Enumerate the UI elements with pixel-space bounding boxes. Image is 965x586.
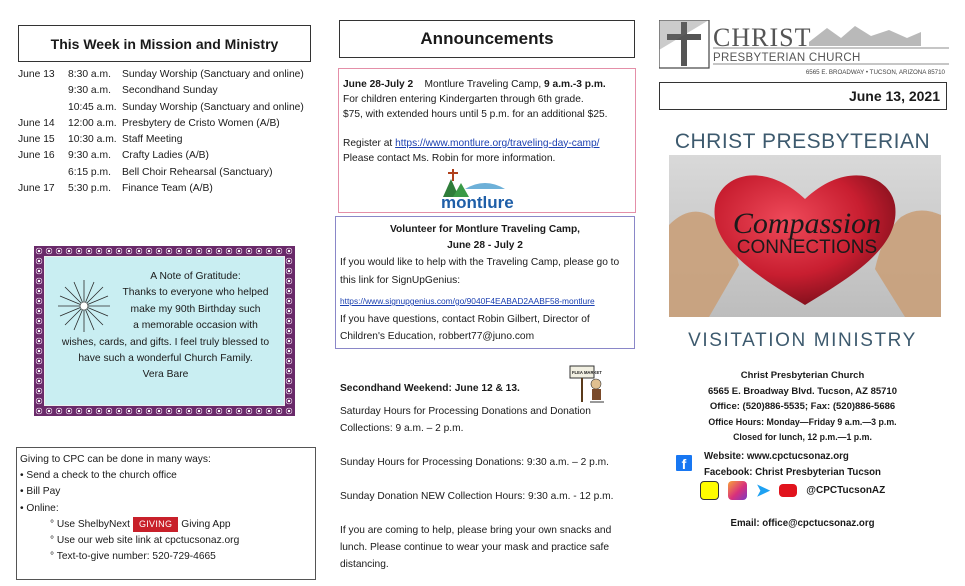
schedule-time: 9:30 a.m. — [68, 85, 111, 97]
issue-date: June 13, 2021 — [659, 82, 947, 110]
contact-hours: Office Hours: Monday—Friday 9 a.m.—3 p.m. — [708, 416, 897, 427]
twitter-icon[interactable]: ➤ — [756, 481, 771, 500]
compassion-text: Compassion — [732, 207, 882, 240]
volunteer-dates: June 28 - July 2 — [447, 240, 523, 251]
visitation-heading: VISITATION MINISTRY — [688, 330, 917, 351]
contact-name: Christ Presbyterian Church — [740, 370, 865, 381]
schedule-time: 9:30 a.m. — [68, 150, 111, 162]
schedule-event: Finance Team (A/B) — [122, 183, 213, 195]
camp-hours: 9 a.m.-3 p.m. — [544, 79, 606, 90]
schedule-event: Sunday Worship (Sanctuary and online) — [122, 69, 304, 80]
schedule-time: 6:15 p.m. — [68, 166, 111, 178]
social-handle: @CPCTucsonAZ — [806, 485, 886, 496]
mission-title: This Week in Mission and Ministry — [18, 25, 311, 62]
camp-box — [338, 68, 636, 213]
schedule-date — [18, 100, 68, 116]
giving-website: ° Use our web site link at cpctucsonaz.org — [50, 535, 240, 547]
contact-address: 6565 E. Broadway Blvd. Tucson, AZ 85710 — [707, 385, 898, 397]
montlure-logo — [435, 167, 527, 211]
gratitude-line: make my 90th Birthday such — [130, 303, 261, 315]
camp-headline — [343, 77, 631, 92]
schedule-date: June 14 — [18, 117, 55, 129]
secondhand-help: If you are coming to help, please bring your own snacks and lunch. Please continue to wear your mask and practice safe distancing. — [340, 525, 612, 570]
montlure-logo-text: montlure — [441, 193, 514, 211]
schedule-list — [18, 67, 318, 197]
announcements-title: Announcements — [339, 20, 635, 58]
secondhand-sunday-new: Sunday Donation NEW Collection Hours: 9:30 a.m. - 12 p.m. — [340, 491, 614, 502]
camp-register — [343, 136, 631, 151]
gratitude-line: a memorable occasion with — [133, 320, 258, 332]
volunteer-text: If you would like to help with the Traveling Camp, please go to this link for SignUpGenius: — [340, 257, 620, 286]
schedule-row — [18, 67, 318, 83]
schedule-event: Secondhand Sunday — [122, 85, 218, 97]
web-block — [676, 449, 946, 480]
instagram-icon[interactable] — [728, 481, 747, 500]
volunteer-box — [335, 216, 635, 349]
cpc-heading: CHRIST PRESBYTERIAN — [674, 130, 931, 153]
gratitude-card — [34, 246, 295, 416]
schedule-row — [18, 116, 318, 132]
church-logo-name: CHRIST — [713, 23, 812, 52]
facebook-icon[interactable]: f — [676, 455, 692, 471]
schedule-event: Crafty Ladies (A/B) — [122, 150, 209, 162]
camp-name: Montlure Traveling Camp, — [424, 79, 542, 90]
email-text: Email: office@cpctucsonaz.org — [730, 518, 875, 529]
schedule-row — [18, 181, 318, 197]
church-logo-sub: PRESBYTERIAN CHURCH — [713, 52, 861, 64]
schedule-event: Bell Choir Rehearsal (Sanctuary) — [122, 166, 273, 178]
snapchat-icon[interactable] — [700, 481, 719, 500]
contact-phone: Office: (520)886-5535; Fax: (520)886-5686 — [709, 401, 896, 412]
schedule-time: 5:30 p.m. — [68, 183, 111, 195]
gratitude-panel — [44, 256, 285, 406]
schedule-row — [18, 100, 318, 116]
facebook-text: Facebook: Christ Presbyterian Tucson — [704, 466, 881, 478]
schedule-date — [18, 165, 68, 181]
giving-text: ° Text-to-give number: 520-729-4665 — [50, 551, 216, 563]
giving-billpay: • Bill Pay — [20, 486, 61, 498]
schedule-time: 8:30 a.m. — [68, 69, 111, 80]
schedule-event: Sunday Worship (Sanctuary and online) — [122, 101, 304, 113]
schedule-date: June 13 — [18, 69, 55, 80]
giving-box — [16, 447, 316, 580]
giving-badge: GIVING — [133, 517, 178, 532]
schedule-event: Staff Meeting — [122, 134, 183, 146]
camp-register-link[interactable]: https://www.montlure.org/traveling-day-camp/ — [395, 137, 600, 149]
connections-text: CONNECTIONS — [736, 237, 878, 258]
schedule-row — [18, 148, 318, 164]
flea-market-sign-text: FLEA MARKET — [572, 370, 602, 375]
youtube-icon[interactable] — [779, 484, 797, 497]
giving-check: • Send a check to the church office — [20, 470, 177, 482]
schedule-time: 12:00 a.m. — [68, 117, 117, 129]
camp-register-text: Register at — [343, 137, 393, 149]
giving-intro: Giving to CPC can be done in many ways: — [20, 454, 211, 465]
volunteer-title: Volunteer for Montlure Traveling Camp, — [390, 224, 580, 235]
giving-app-text: Giving App — [181, 518, 231, 530]
signup-link[interactable]: https://www.signupgenius.com/go/9040F4EABAD2AABF58-montlure — [340, 296, 595, 306]
church-logo-address: 6565 E. BROADWAY • TUCSON, ARIZONA 85710 — [805, 69, 945, 76]
website-text: Website: www.cpctucsonaz.org — [704, 451, 849, 462]
schedule-date: June 17 — [18, 183, 55, 195]
camp-line2: $75, with extended hours until 5 p.m. for an additional $25. — [343, 109, 608, 121]
social-row — [700, 481, 885, 500]
camp-line1: For children entering Kindergarten through 6th grade. — [343, 94, 584, 106]
schedule-event: Presbytery de Cristo Women (A/B) — [122, 117, 280, 129]
gratitude-line: A Note of Gratitude: — [150, 271, 241, 282]
schedule-date — [18, 83, 68, 99]
camp-dates: June 28-July 2 — [343, 79, 414, 90]
gratitude-line: Thanks to everyone who helped — [122, 287, 269, 299]
schedule-time: 10:45 a.m. — [68, 101, 117, 113]
secondhand-sunday: Sunday Hours for Processing Donations: 9:30 a.m. – 2 p.m. — [340, 457, 609, 468]
secondhand-title: Secondhand Weekend: June 12 & 13. — [340, 383, 520, 394]
volunteer-questions: If you have questions, contact Robin Gilbert, Director of Children's Education, robbert77@juno.com — [340, 313, 590, 342]
gratitude-signature: Vera Bare — [142, 369, 189, 381]
gratitude-line: have such a wonderful Church Family. — [78, 353, 253, 365]
schedule-time: 10:30 a.m. — [68, 134, 117, 146]
schedule-row — [18, 132, 318, 148]
camp-contact: Please contact Ms. Robin for more information. — [343, 152, 556, 164]
secondhand-saturday: Saturday Hours for Processing Donations and Donation Collections: 9 a.m. – 2 p.m. — [340, 406, 591, 434]
contact-block — [660, 368, 945, 446]
giving-online: • Online: — [20, 502, 59, 514]
giving-shelby-text: ° Use ShelbyNext — [50, 518, 130, 530]
giving-shelby — [20, 517, 312, 533]
schedule-row — [18, 83, 318, 99]
gratitude-text — [45, 269, 286, 384]
church-logo — [659, 20, 949, 78]
schedule-date: June 16 — [18, 150, 55, 162]
heart-hands-image — [669, 155, 941, 317]
schedule-row — [18, 165, 318, 181]
secondhand-section — [340, 370, 630, 573]
flea-market-sign-icon — [566, 362, 610, 406]
gratitude-line: wishes, cards, and gifts. I feel truly blessed to — [61, 336, 270, 348]
schedule-date: June 15 — [18, 134, 55, 146]
contact-lunch: Closed for lunch, 12 p.m.—1 p.m. — [733, 432, 872, 442]
